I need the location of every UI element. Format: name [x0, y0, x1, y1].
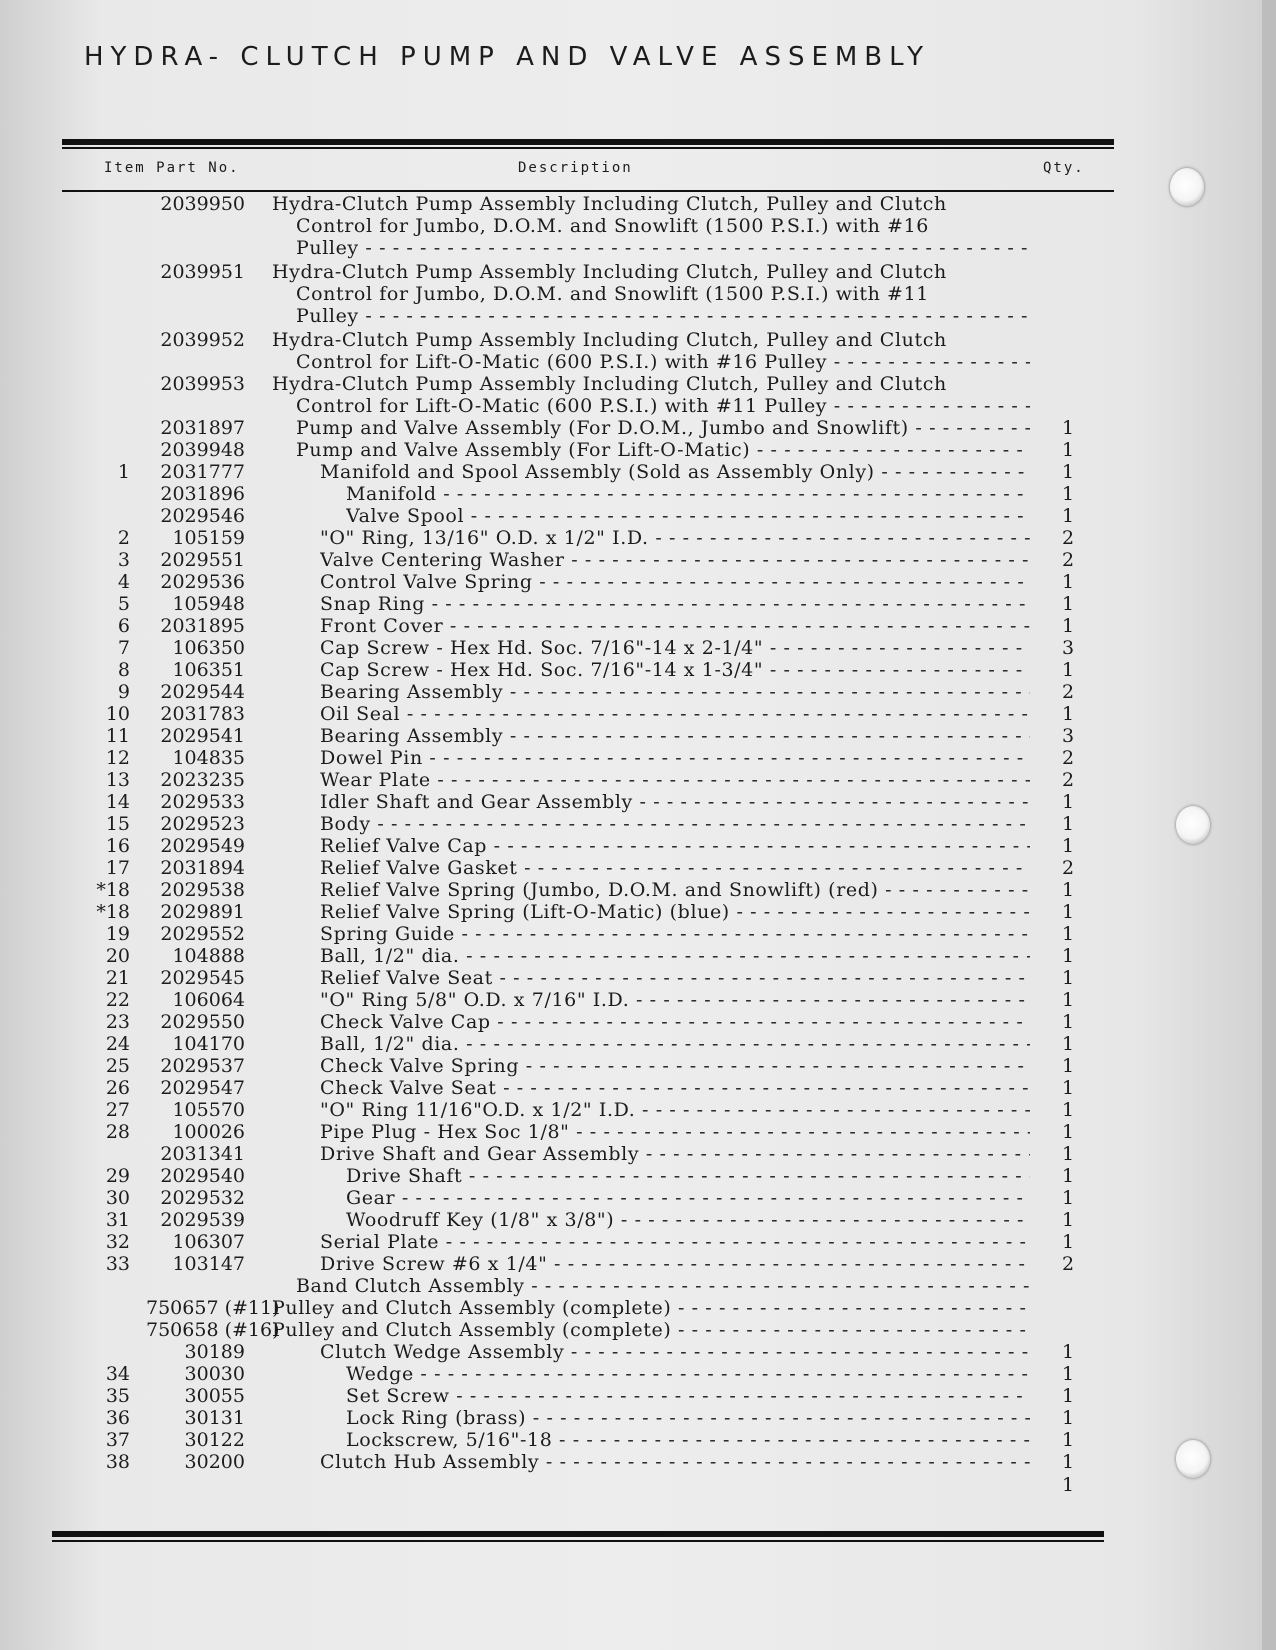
table-row [0, 1363, 1262, 1386]
table-row [0, 1209, 1262, 1232]
table-row [0, 681, 1262, 704]
quantity: 3 [1061, 637, 1075, 659]
part-number: 2031783 [160, 703, 245, 725]
part-description: Wear Plate - - - [320, 769, 1030, 792]
table-row [0, 813, 1262, 836]
quantity: 1 [1061, 1209, 1075, 1231]
quantity: 1 [1061, 505, 1075, 527]
part-description: Idler Shaft and Gear Assembly - - - [320, 791, 1030, 814]
table-row [0, 305, 1262, 328]
item-number: 14 [105, 791, 130, 813]
quantity: 2 [1061, 857, 1075, 879]
part-number: 2029546 [160, 505, 245, 527]
part-number: 106350 [172, 637, 245, 659]
table-row [0, 1253, 1262, 1276]
quantity: 1 [1061, 1429, 1075, 1451]
table-row [0, 461, 1262, 484]
part-number: 2031341 [160, 1143, 245, 1165]
item-number: *18 [96, 901, 130, 923]
part-description: Relief Valve Seat - - - [320, 967, 1030, 990]
part-description: Body - - - [320, 813, 1030, 836]
part-number: 105570 [172, 1099, 245, 1121]
part-number: 2029891 [160, 901, 245, 923]
quantity: 1 [1061, 615, 1075, 637]
part-description: Control for Jumbo, D.O.M. and Snowlift (1500 P.S.I.) with #11 [296, 283, 929, 305]
table-row [0, 1407, 1262, 1430]
item-number: 8 [117, 659, 130, 681]
part-description: Ball, 1/2" dia. - - - [320, 945, 1030, 968]
part-number: 2031777 [160, 461, 245, 483]
part-number: 106351 [172, 659, 245, 681]
item-number: 12 [105, 747, 130, 769]
table-row [0, 769, 1262, 792]
quantity: 1 [1061, 1165, 1075, 1187]
part-description: Control for Jumbo, D.O.M. and Snowlift (1500 P.S.I.) with #16 [296, 215, 929, 237]
quantity: 1 [1061, 1341, 1075, 1363]
quantity: 1 [1061, 1011, 1075, 1033]
table-row [0, 329, 1262, 352]
part-number: 2029544 [160, 681, 245, 703]
footer-rule-thin [52, 1540, 1104, 1542]
part-number: 2039948 [160, 439, 245, 461]
quantity: 1 [1061, 593, 1075, 615]
item-number: 31 [105, 1209, 130, 1231]
item-number: 35 [105, 1385, 130, 1407]
item-number: 27 [105, 1099, 130, 1121]
quantity: 1 [1061, 901, 1075, 923]
part-number: 2029551 [160, 549, 245, 571]
item-number: 5 [117, 593, 130, 615]
header-rule-bottom [62, 190, 1114, 192]
quantity: 1 [1061, 461, 1075, 483]
part-description: Hydra-Clutch Pump Assembly Including Clutch, Pulley and Clutch [272, 373, 947, 395]
table-row [0, 989, 1262, 1012]
item-number: 7 [117, 637, 130, 659]
quantity: 1 [1061, 1474, 1075, 1496]
table-row [0, 1187, 1262, 1210]
part-description: Control for Lift-O-Matic (600 P.S.I.) with #11 Pulley - - - [296, 395, 1030, 418]
item-number: 2 [117, 527, 130, 549]
table-row [0, 1033, 1262, 1056]
table-row [0, 1275, 1262, 1298]
part-description: Check Valve Spring - - - [320, 1055, 1030, 1078]
part-number: 103147 [172, 1253, 245, 1275]
table-row [0, 1143, 1262, 1166]
part-description: Pump and Valve Assembly (For Lift-O-Matic) - - - [296, 439, 1030, 462]
item-number: 9 [117, 681, 130, 703]
table-row [0, 1011, 1262, 1034]
table-row [0, 439, 1262, 462]
quantity: 1 [1061, 989, 1075, 1011]
table-row [0, 1429, 1262, 1452]
quantity: 3 [1061, 725, 1075, 747]
part-description: Relief Valve Gasket - - - [320, 857, 1030, 880]
header-rule-top-thin [62, 147, 1114, 149]
table-row [0, 1341, 1262, 1364]
table-row [0, 835, 1262, 858]
table-row [0, 593, 1262, 616]
part-description: Check Valve Seat - - - [320, 1077, 1030, 1100]
part-number: 2029545 [160, 967, 245, 989]
item-number: 17 [105, 857, 130, 879]
table-row [0, 967, 1262, 990]
part-number: 2031897 [160, 417, 245, 439]
part-number: 2029539 [160, 1209, 245, 1231]
table-row [0, 261, 1262, 284]
part-number: 30200 [184, 1451, 245, 1473]
item-number: 28 [105, 1121, 130, 1143]
table-row [0, 1099, 1262, 1122]
part-description: Wedge - - - [346, 1363, 1030, 1386]
part-description: Cap Screw - Hex Hd. Soc. 7/16"-14 x 1-3/4" - - - [320, 659, 1030, 682]
item-number: 16 [105, 835, 130, 857]
part-description: Pulley and Clutch Assembly (complete) - - - [272, 1319, 1030, 1342]
item-number: 37 [105, 1429, 130, 1451]
quantity: 2 [1061, 769, 1075, 791]
part-description: Relief Valve Spring (Lift-O-Matic) (blue) - - - [320, 901, 1030, 924]
part-description: Drive Screw #6 x 1/4" - - - [320, 1253, 1030, 1276]
item-number: 21 [105, 967, 130, 989]
part-number: 105159 [172, 527, 245, 549]
table-row [0, 395, 1262, 418]
part-description: Front Cover - - - [320, 615, 1030, 638]
part-number: 2029537 [160, 1055, 245, 1077]
quantity: 1 [1061, 1363, 1075, 1385]
part-number: 2029550 [160, 1011, 245, 1033]
item-number: 19 [105, 923, 130, 945]
part-description: Ball, 1/2" dia. - - - [320, 1033, 1030, 1056]
part-description: Spring Guide - - - [320, 923, 1030, 946]
part-number: 104170 [172, 1033, 245, 1055]
part-description: Manifold - - - [346, 483, 1030, 506]
part-description: Manifold and Spool Assembly (Sold as Assembly Only) - - - [320, 461, 1030, 484]
part-number: 104888 [172, 945, 245, 967]
part-number: 2029538 [160, 879, 245, 901]
quantity: 1 [1061, 1099, 1075, 1121]
quantity: 1 [1061, 1077, 1075, 1099]
quantity: 1 [1061, 1033, 1075, 1055]
quantity: 1 [1061, 791, 1075, 813]
part-number: 105948 [172, 593, 245, 615]
item-number: 10 [105, 703, 130, 725]
column-header-qty: Qty. [1043, 160, 1085, 176]
item-number: 24 [105, 1033, 130, 1055]
part-number: 2029552 [160, 923, 245, 945]
item-number: 30 [105, 1187, 130, 1209]
table-row [0, 747, 1262, 770]
table-row [0, 791, 1262, 814]
table-row [0, 945, 1262, 968]
part-number: 2039952 [160, 329, 245, 351]
part-description: "O" Ring, 13/16" O.D. x 1/2" I.D. - - - [320, 527, 1030, 550]
quantity: 1 [1061, 1407, 1075, 1429]
item-number: 33 [105, 1253, 130, 1275]
table-row [0, 1451, 1262, 1474]
part-description: Pipe Plug - Hex Soc 1/8" - - - [320, 1121, 1030, 1144]
part-description: Lockscrew, 5/16"-18 - - - [346, 1429, 1030, 1452]
part-description: Set Screw - - - [346, 1385, 1030, 1408]
part-number: 2029532 [160, 1187, 245, 1209]
table-row [0, 1121, 1262, 1144]
quantity: 1 [1061, 1143, 1075, 1165]
part-description: Oil Seal - - - [320, 703, 1030, 726]
table-row [0, 879, 1262, 902]
table-row [0, 1231, 1262, 1254]
part-number: 30055 [184, 1385, 245, 1407]
table-row [0, 193, 1262, 216]
quantity: 1 [1061, 835, 1075, 857]
table-row [0, 1385, 1262, 1408]
item-number: 1 [117, 461, 130, 483]
part-description: Drive Shaft and Gear Assembly - - - [320, 1143, 1030, 1166]
table-row [0, 659, 1262, 682]
part-description: Pulley - - - [296, 305, 1030, 328]
quantity: 1 [1061, 1385, 1075, 1407]
part-number: 2029547 [160, 1077, 245, 1099]
quantity: 1 [1061, 1451, 1075, 1473]
table-row [0, 637, 1262, 660]
table-row [0, 351, 1262, 374]
table-row [0, 549, 1262, 572]
quantity: 1 [1061, 417, 1075, 439]
part-number: 2039953 [160, 373, 245, 395]
table-row [0, 1297, 1262, 1320]
item-number: 20 [105, 945, 130, 967]
quantity: 2 [1061, 549, 1075, 571]
item-number: 4 [117, 571, 130, 593]
quantity: 2 [1061, 527, 1075, 549]
page-edge [1262, 0, 1276, 1650]
part-number: 2031895 [160, 615, 245, 637]
table-row [0, 1055, 1262, 1078]
item-number: 29 [105, 1165, 130, 1187]
part-description: Valve Spool - - - [346, 505, 1030, 528]
quantity: 1 [1061, 967, 1075, 989]
part-description: Snap Ring - - - [320, 593, 1030, 616]
part-description: Gear - - - [346, 1187, 1030, 1210]
part-number: 2039950 [160, 193, 245, 215]
item-number: 13 [105, 769, 130, 791]
part-description: Serial Plate - - - [320, 1231, 1030, 1254]
quantity: 1 [1061, 571, 1075, 593]
part-description: Woodruff Key (1/8" x 3/8") - - - [346, 1209, 1030, 1232]
part-description: Relief Valve Spring (Jumbo, D.O.M. and Snowlift) (red) - - - [320, 879, 1030, 902]
part-number: 2029523 [160, 813, 245, 835]
part-description: Lock Ring (brass) - - - [346, 1407, 1030, 1430]
table-row [0, 1319, 1262, 1342]
part-number: 30131 [184, 1407, 245, 1429]
quantity: 1 [1061, 703, 1075, 725]
part-description: Pulley - - - [296, 237, 1030, 260]
item-number: 11 [105, 725, 130, 747]
part-description: Bearing Assembly - - - [320, 681, 1030, 704]
quantity: 1 [1061, 483, 1075, 505]
item-number: 23 [105, 1011, 130, 1033]
part-description: Pulley and Clutch Assembly (complete) - - - [272, 1297, 1030, 1320]
part-description: Control for Lift-O-Matic (600 P.S.I.) with #16 Pulley - - - [296, 351, 1030, 374]
item-number: 22 [105, 989, 130, 1011]
part-number: 2031894 [160, 857, 245, 879]
part-number: 750657 (#11) [146, 1297, 280, 1319]
table-row [0, 417, 1262, 440]
part-number: 106064 [172, 989, 245, 1011]
quantity: 1 [1061, 923, 1075, 945]
quantity: 1 [1061, 1121, 1075, 1143]
part-description: Dowel Pin - - - [320, 747, 1030, 770]
part-number: 2031896 [160, 483, 245, 505]
item-number: 36 [105, 1407, 130, 1429]
part-number: 30122 [184, 1429, 245, 1451]
table-row [0, 237, 1262, 260]
table-row [0, 725, 1262, 748]
part-number: 100026 [172, 1121, 245, 1143]
part-description: Cap Screw - Hex Hd. Soc. 7/16"-14 x 2-1/4" - - - [320, 637, 1030, 660]
part-description: Check Valve Cap - - - [320, 1011, 1030, 1034]
part-description: Drive Shaft - - - [346, 1165, 1030, 1188]
table-row [0, 857, 1262, 880]
quantity: 1 [1061, 1187, 1075, 1209]
part-number: 2029540 [160, 1165, 245, 1187]
table-row [0, 1474, 1262, 1497]
part-description: Bearing Assembly - - - [320, 725, 1030, 748]
part-description: Valve Centering Washer - - - [320, 549, 1030, 572]
table-row [0, 901, 1262, 924]
table-row [0, 527, 1262, 550]
table-row [0, 571, 1262, 594]
part-description: Control Valve Spring - - - [320, 571, 1030, 594]
part-description: "O" Ring 11/16"O.D. x 1/2" I.D. - - - [320, 1099, 1030, 1122]
part-description: Band Clutch Assembly - - - [296, 1275, 1030, 1298]
part-description: Clutch Hub Assembly - - - [320, 1451, 1030, 1474]
table-row [0, 703, 1262, 726]
item-number: 38 [105, 1451, 130, 1473]
part-number: 104835 [172, 747, 245, 769]
table-row [0, 483, 1262, 506]
table-row [0, 1165, 1262, 1188]
part-description: Hydra-Clutch Pump Assembly Including Clutch, Pulley and Clutch [272, 193, 947, 215]
part-number: 2039951 [160, 261, 245, 283]
quantity: 1 [1061, 813, 1075, 835]
part-description: Hydra-Clutch Pump Assembly Including Clutch, Pulley and Clutch [272, 261, 947, 283]
quantity: 1 [1061, 439, 1075, 461]
item-number: 3 [117, 549, 130, 571]
item-number: 32 [105, 1231, 130, 1253]
item-number: 25 [105, 1055, 130, 1077]
item-number: *18 [96, 879, 130, 901]
footer-rule [52, 1531, 1104, 1537]
table-row [0, 215, 1262, 238]
table-row [0, 505, 1262, 528]
column-header-item-part: Item Part No. [104, 160, 240, 176]
part-description: Clutch Wedge Assembly - - - [320, 1341, 1030, 1364]
header-rule-top [62, 139, 1114, 145]
item-number: 26 [105, 1077, 130, 1099]
part-number: 30030 [184, 1363, 245, 1385]
quantity: 1 [1061, 1055, 1075, 1077]
quantity: 2 [1061, 747, 1075, 769]
part-description: Hydra-Clutch Pump Assembly Including Clutch, Pulley and Clutch [272, 329, 947, 351]
quantity: 1 [1061, 659, 1075, 681]
quantity: 1 [1061, 945, 1075, 967]
quantity: 1 [1061, 1231, 1075, 1253]
column-header-description: Description [518, 160, 633, 176]
part-description: "O" Ring 5/8" O.D. x 7/16" I.D. - - - [320, 989, 1030, 1012]
part-number: 2029541 [160, 725, 245, 747]
part-number: 2029549 [160, 835, 245, 857]
table-row [0, 923, 1262, 946]
table-row [0, 1077, 1262, 1100]
table-row [0, 283, 1262, 306]
table-row [0, 615, 1262, 638]
item-number: 15 [105, 813, 130, 835]
table-row [0, 373, 1262, 396]
part-description: Pump and Valve Assembly (For D.O.M., Jumbo and Snowlift) - - - [296, 417, 1030, 440]
quantity: 2 [1061, 681, 1075, 703]
quantity: 2 [1061, 1253, 1075, 1275]
part-description: Relief Valve Cap - - - [320, 835, 1030, 858]
quantity: 1 [1061, 879, 1075, 901]
item-number: 6 [117, 615, 130, 637]
page-title: HYDRA- CLUTCH PUMP AND VALVE ASSEMBLY [84, 42, 931, 72]
part-number: 106307 [172, 1231, 245, 1253]
part-number: 2029536 [160, 571, 245, 593]
item-number: 34 [105, 1363, 130, 1385]
part-number: 750658 (#16) [146, 1319, 280, 1341]
part-number: 2029533 [160, 791, 245, 813]
part-number: 2023235 [160, 769, 245, 791]
part-number: 30189 [184, 1341, 245, 1363]
